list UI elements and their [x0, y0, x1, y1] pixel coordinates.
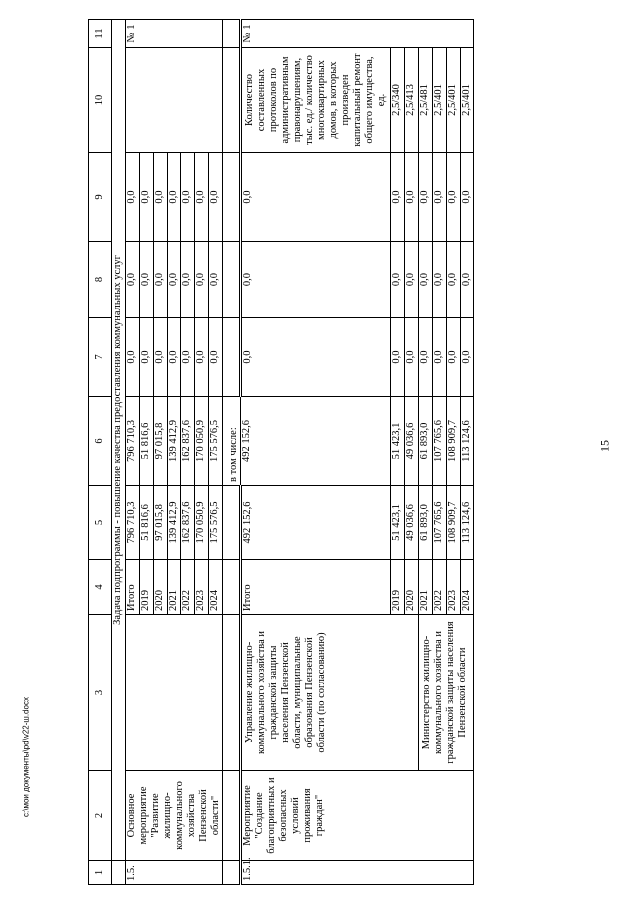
col-num: 7 — [89, 318, 112, 397]
executor-2: Министерство жилищно-коммунального хозяйства и гражданской защиты населения Пензенской области — [419, 615, 474, 771]
table-row: 2024 175 576,5 175 576,5 0,0 0,0 0,0 — [209, 20, 223, 885]
table-row: 2019 51 816,6 51 816,6 0,0 0,0 0,0 — [139, 20, 153, 885]
col-num: 11 — [89, 20, 112, 48]
activity-name: Основное мероприятие "Развитие жилищно-коммунального хозяйства Пензенской области" — [126, 771, 223, 861]
col-num: 1 — [89, 861, 112, 885]
reference-number: № 1 — [241, 20, 474, 48]
spacer-row — [223, 20, 241, 885]
table-row: 2022 162 837,6 162 837,6 0,0 0,0 0,0 — [181, 20, 195, 885]
table-row: 1.5.1. Мероприятие "Создание благоприятных и безопасных условий проживания граждан" Управление жилищно-коммунального хозяйства и гражданской защиты населения Пензенской области, муниципальные образования Пензенской области (по согласованию) Итого 492 152,6 492 152,6 0,0 0,0 0,0 Количество составленных протоколов по административным правонарушениям, тыс. ед./ количество многоквартирных домов, в которых произведен капитальный ремонт общего имущества, ед. № 1 — [241, 20, 391, 885]
col-num: 6 — [89, 397, 112, 486]
in-that-number-label: в том числе: — [223, 397, 241, 486]
page-number: 15 — [597, 440, 612, 452]
table-row: 2024 113 124,6 113 124,6 0,0 0,0 0,0 2,5/401 — [461, 20, 474, 885]
table-row: 2021 139 412,9 139 412,9 0,0 0,0 0,0 — [167, 20, 181, 885]
reference-number: № 1 — [126, 20, 223, 48]
col-num: 2 — [89, 771, 112, 861]
col-num: 3 — [89, 615, 112, 771]
rotated-table-container — [88, 20, 600, 885]
table-row: 2020 97 015,8 97 015,8 0,0 0,0 0,0 — [153, 20, 167, 885]
col-num: 5 — [89, 486, 112, 560]
table-row: 2022 107 765,6 107 765,6 0,0 0,0 0,0 2,5/401 — [433, 20, 447, 885]
table-row: 2020 49 036,6 49 036,6 0,0 0,0 0,0 2,5/413 — [405, 20, 419, 885]
table-row: 2023 170 050,9 170 050,9 0,0 0,0 0,0 — [195, 20, 209, 885]
col-num: 4 — [89, 560, 112, 615]
table-row: 2023 108 909,7 108 909,7 0,0 0,0 0,0 2,5/401 — [447, 20, 461, 885]
program-table — [88, 19, 474, 885]
row-number: 1.5. — [126, 861, 223, 885]
table-row: 2019 51 423,1 51 423,1 0,0 0,0 0,0 2,5/340 — [391, 20, 405, 885]
col-num: 10 — [89, 48, 112, 153]
footer-file-path: c:\мои документы\pd\v22-ш.docx — [21, 697, 31, 817]
table-row: 1.5. Основное мероприятие "Развитие жилищно-коммунального хозяйства Пензенской области" Итого 796 710,3 796 710,3 0,0 0,0 0,0 № 1 — [126, 20, 140, 885]
executor-1: Управление жилищно-коммунального хозяйства и гражданской защиты населения Пензенской области, муниципальные образования Пензенской области (по согласованию) — [241, 615, 419, 771]
section-title-row — [112, 20, 126, 885]
table-row: Министерство жилищно-коммунального хозяйства и гражданской защиты населения Пензенской области 2021 61 893,0 61 893,0 0,0 0,0 0,0 2,5/481 — [419, 20, 433, 885]
section-title: Задача подпрограммы - повышение качества предоставления коммунальных услуг — [112, 20, 126, 861]
column-number-row — [89, 20, 112, 885]
row-number: 1.5.1. — [241, 861, 474, 885]
activity-name: Мероприятие "Создание благоприятных и безопасных условий проживания граждан" — [241, 771, 474, 861]
col-num: 9 — [89, 153, 112, 242]
indicator-description: Количество составленных протоколов по административным правонарушениям, тыс. ед./ количество многоквартирных домов, в которых произведен капитальный ремонт общего имущества, ед. — [241, 48, 391, 153]
col-num: 8 — [89, 242, 112, 318]
